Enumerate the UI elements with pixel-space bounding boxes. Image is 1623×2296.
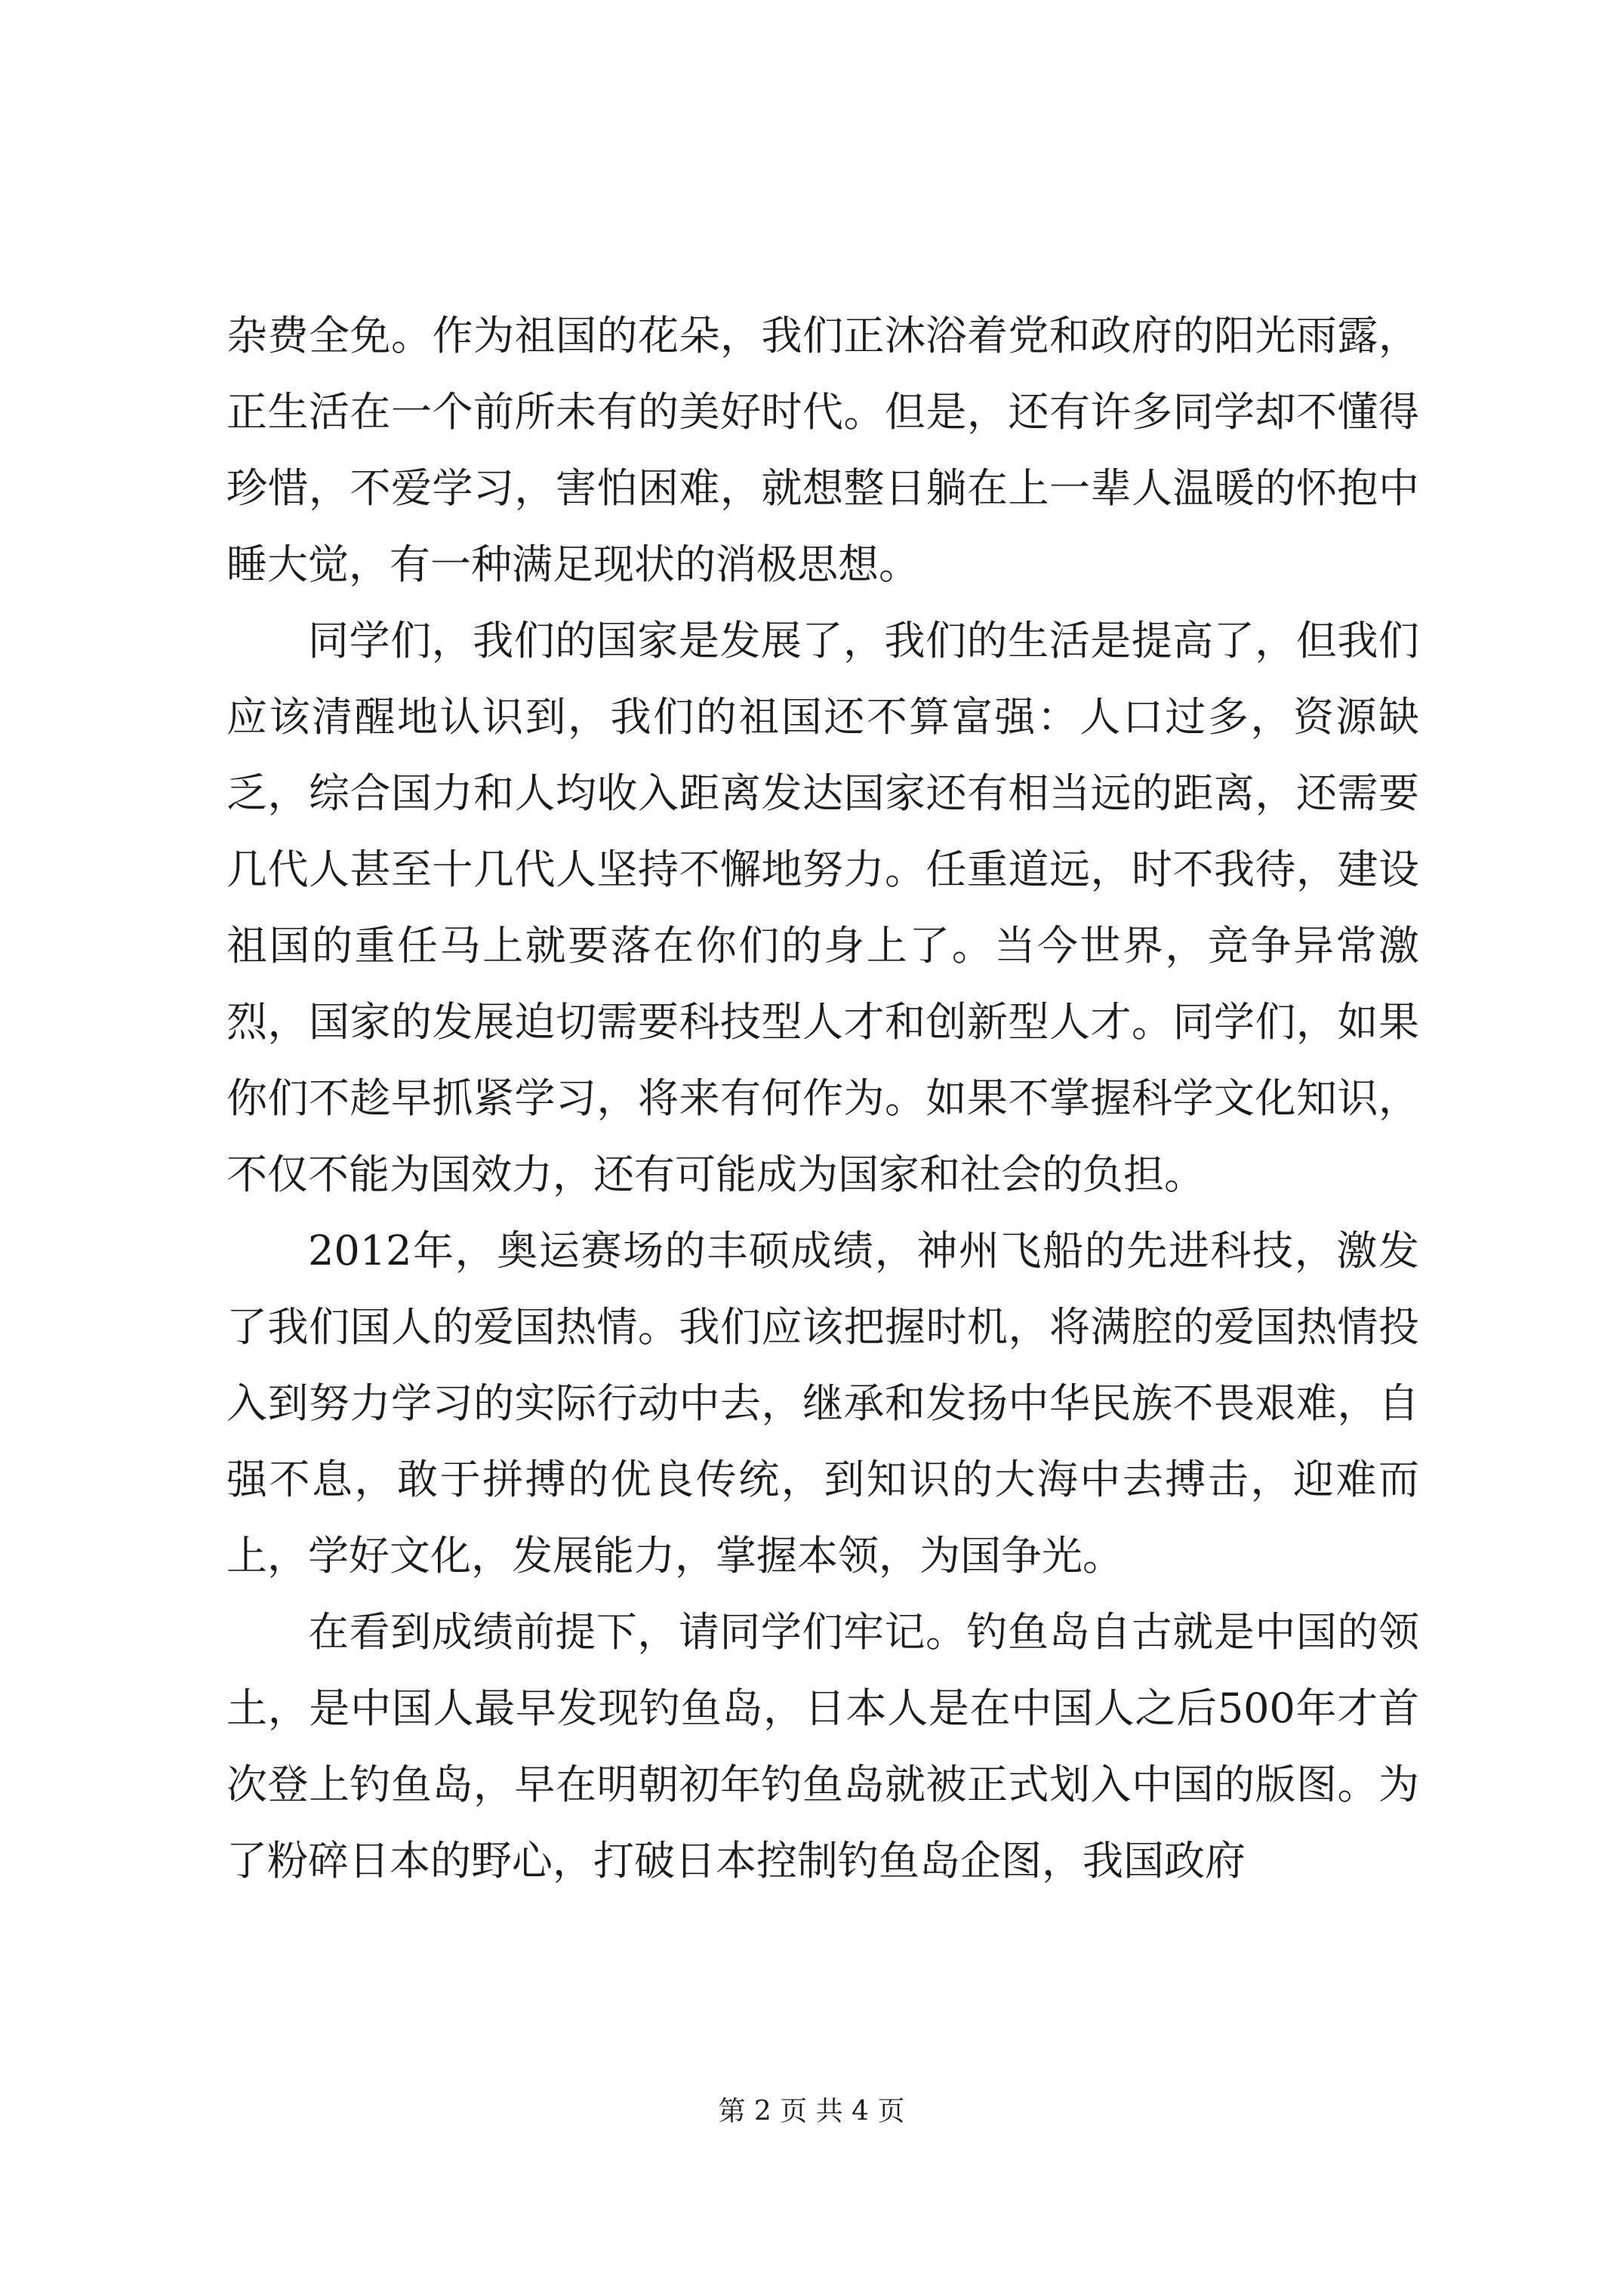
page-number-label: 第 2 页 共 4 页 xyxy=(718,2096,905,2127)
paragraph-4: 在看到成绩前提下，请同学们牢记。钓鱼岛自古就是中国的领土，是中国人最早发现钓鱼岛，日本人是在中国人之后500年才首次登上钓鱼岛，早在明朝初年钓鱼岛就被正式划入中国的版图。为了粉碎日本的野心，打破日本控制钓鱼岛企图，我国政府 xyxy=(226,1608,1419,1885)
paragraph-2: 同学们，我们的国家是发展了，我们的生活是提高了，但我们应该清醒地认识到，我们的祖国还不算富强：人口过多，资源缺乏，综合国力和人均收入距离发达国家还有相当远的距离，还需要几代人甚至十几代人坚持不懈地努力。任重道远，时不我待，建设祖国的重任马上就要落在你们的身上了。当今世界，竞争异常激烈，国家的发展迫切需要科技型人才和创新型人才。同学们，如果你们不趁早抓紧学习，将来有何作为。如果不掌握科学文化知识，不仅不能为国效力，还有可能成为国家和社会的负担。 xyxy=(226,617,1419,1198)
paragraph-1: 杂费全免。作为祖国的花朵，我们正沐浴着党和政府的阳光雨露，正生活在一个前所未有的美好时代。但是，还有许多同学却不懂得珍惜，不爱学习，害怕困难，就想整日躺在上一辈人温暖的怀抱中睡大觉，有一种满足现状的消极思想。 xyxy=(226,312,1419,588)
page-footer xyxy=(0,2093,1623,2131)
paragraph-3: 2012年，奥运赛场的丰硕成绩，神州飞船的先进科技，激发了我们国人的爱国热情。我们应该把握时机，将满腔的爱国热情投入到努力学习的实际行动中去，继承和发扬中华民族不畏艰难，自强不息，敢于拼搏的优良传统，到知识的大海中去搏击，迎难而上，学好文化，发展能力，掌握本领，为国争光。 xyxy=(226,1227,1419,1579)
body-text xyxy=(226,297,1419,1899)
